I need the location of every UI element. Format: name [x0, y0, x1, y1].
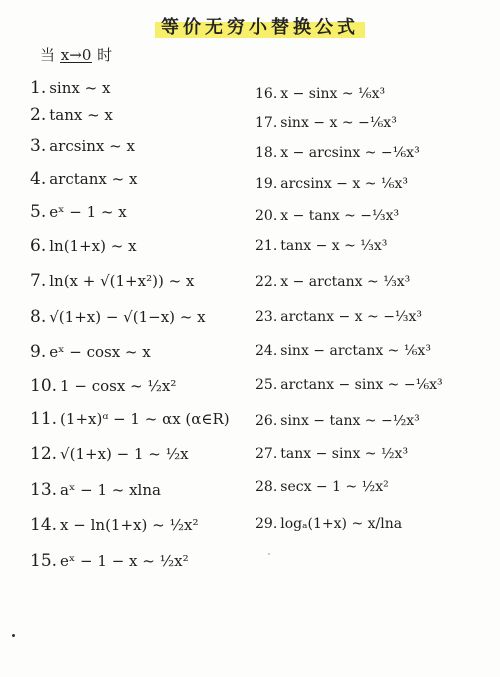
- formula-item: 21. tanx − x ~ ⅓x³: [255, 238, 388, 254]
- condition-zero: 0: [81, 46, 92, 64]
- condition-limit: [60, 48, 93, 63]
- formula-item: 10. 1 − cosx ~ ½x²: [30, 376, 177, 396]
- formula-item: 12. √(1+x) − 1 ~ ½x: [30, 444, 189, 464]
- formula-item: 17. sinx − x ~ −⅙x³: [255, 115, 397, 131]
- condition-suffix: 时: [97, 46, 113, 64]
- condition-prefix: 当: [40, 46, 56, 64]
- paper-mark: [268, 553, 270, 555]
- formula-item: 22. x − arctanx ~ ⅓x³: [255, 274, 411, 290]
- formula-item: 4. arctanx ~ x: [30, 169, 138, 189]
- formula-item: 28. secx − 1 ~ ½x²: [255, 479, 389, 495]
- formula-item: 11. (1+x)ᵅ − 1 ~ αx (α∈R): [30, 409, 230, 429]
- formula-item: 20. x − tanx ~ −⅓x³: [255, 208, 400, 224]
- condition-arrow: →: [69, 46, 82, 64]
- formula-item: 27. tanx − sinx ~ ½x³: [255, 446, 409, 462]
- paper-mark: [12, 634, 15, 637]
- formula-item: 6. ln(1+x) ~ x: [30, 236, 137, 256]
- formula-item: 1. sinx ~ x: [30, 78, 111, 98]
- formula-item: 18. x − arcsinx ~ −⅙x³: [255, 145, 420, 161]
- limit-condition: [40, 44, 112, 65]
- formula-item: 13. aˣ − 1 ~ xlna: [30, 480, 161, 500]
- formula-item: 2. tanx ~ x: [30, 105, 113, 125]
- formula-item: 23. arctanx − x ~ −⅓x³: [255, 309, 422, 325]
- formula-item: 16. x − sinx ~ ⅙x³: [255, 86, 386, 102]
- formula-item: 26. sinx − tanx ~ −½x³: [255, 413, 420, 429]
- formula-item: 24. sinx − arctanx ~ ⅙x³: [255, 343, 431, 359]
- condition-var: x: [60, 46, 70, 64]
- formula-item: 25. arctanx − sinx ~ −⅙x³: [255, 377, 443, 393]
- formula-item: 7. ln(x + √(1+x²)) ~ x: [30, 271, 195, 291]
- formula-item: 8. √(1+x) − √(1−x) ~ x: [30, 307, 206, 327]
- formula-item: 14. x − ln(1+x) ~ ½x²: [30, 515, 199, 535]
- formula-item: 15. eˣ − 1 − x ~ ½x²: [30, 551, 189, 571]
- formula-item: 5. eˣ − 1 ~ x: [30, 202, 127, 222]
- formula-item: 19. arcsinx − x ~ ⅙x³: [255, 176, 408, 192]
- formula-item: 9. eˣ − cosx ~ x: [30, 342, 151, 362]
- formula-item: 3. arcsinx ~ x: [30, 136, 135, 156]
- formula-item: 29. logₐ(1+x) ~ x/lna: [255, 516, 403, 532]
- page-title: 等价无穷小替换公式: [155, 12, 365, 40]
